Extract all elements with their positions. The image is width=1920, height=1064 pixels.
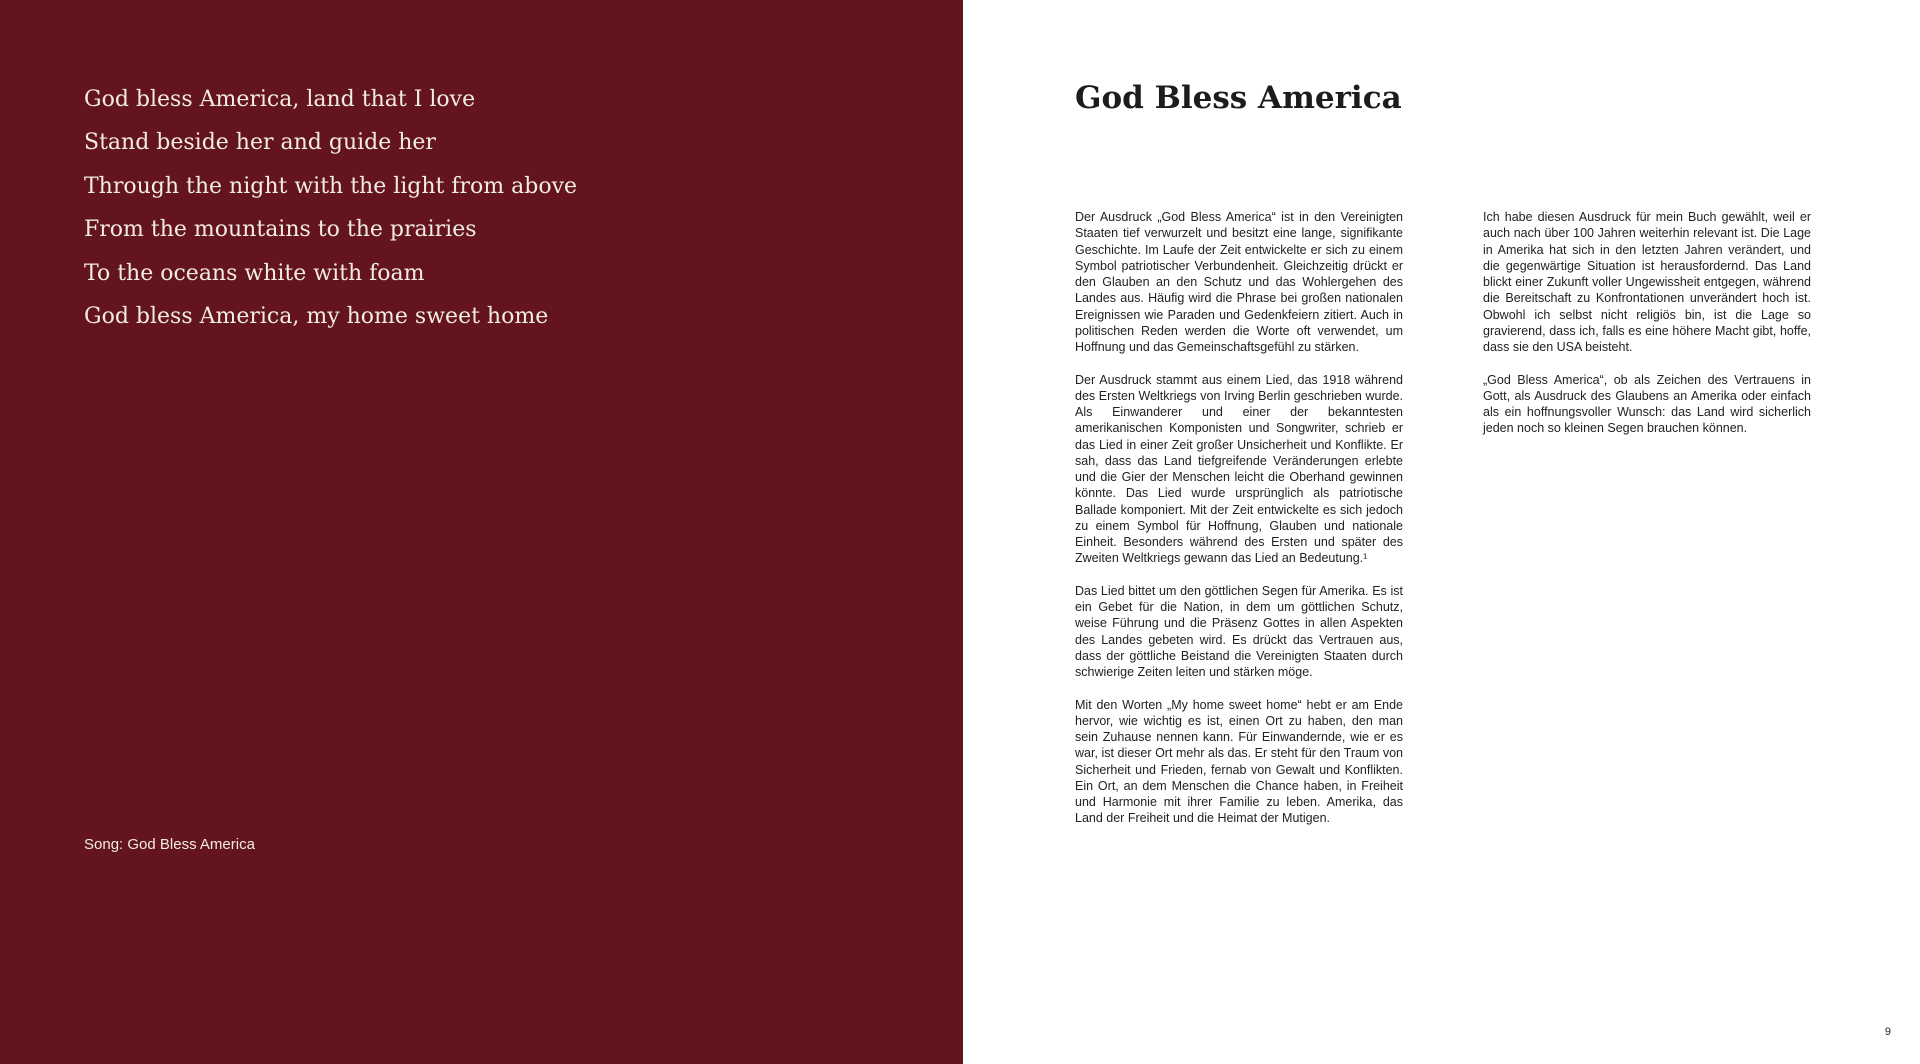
page-number: 9 xyxy=(1884,1026,1891,1038)
body-paragraph: Ich habe diesen Ausdruck für mein Buch gewählt, weil er auch nach über 100 Jahren weiterhin relevant ist. Die Lage in Amerika hat sich in den letzten Jahren verändert, und die gegenwärtige Situation ist herausfordernd. Das Land blickt einer Zukunft voller Ungewissheit entgegen, während die Bereitschaft zu Konfrontationen unverändert hoch ist. Obwohl ich selbst nicht religiös bin, ist die Lage so gravierend, dass ich, falls es eine höhere Macht gibt, hoffe, dass sie den USA beisteht. xyxy=(1483,210,1811,354)
lyric-line: God bless America, my home sweet home xyxy=(84,304,549,330)
body-paragraph: Der Ausdruck „God Bless America“ ist in den Vereinigten Staaten tief verwurzelt und besitzt eine lange, signifikante Geschichte. Im Laufe der Zeit entwickelte er sich zu einem Symbol patriotischer Verbundenheit. Gleichzeitig drückt er den Glauben an den Schutz und das Wohlergehen des Landes aus. Häufig wird die Phrase bei großen nationalen Ereignissen wie Paraden und Gedenkfeiern zitiert. Auch in politischen Reden werden die Worte oft verwendet, um Hoffnung und das Gemeinschaftsgefühl zu stärken. xyxy=(1075,210,1403,354)
lyric-line: God bless America, land that I love xyxy=(84,87,476,112)
body-paragraph: Mit den Worten „My home sweet home“ hebt er am Ende hervor, wie wichtig es ist, einen Ort zu haben, den man sein Zuhause nennen kann. Für Einwandernde, wie er es war, ist dieser Ort mehr als das. Er steht für den Traum von Sicherheit und Frieden, fernab von Gewalt und Konflikten. Ein Ort, an dem Menschen die Chance haben, in Freiheit und Harmonie mit ihrer Familie zu leben. Amerika, das Land der Freiheit und die Heimat der Mutigen. xyxy=(1075,697,1403,826)
lyric-line: To the oceans white with foam xyxy=(84,260,425,286)
lyric-line: Stand beside her and guide her xyxy=(84,130,436,156)
text-column-2 xyxy=(1483,209,1811,453)
lyric-line: From the mountains to the prairies xyxy=(84,217,477,243)
song-lyrics xyxy=(84,78,577,338)
right-page xyxy=(963,0,1920,1064)
body-paragraph: „God Bless America“, ob als Zeichen des Vertrauens in Gott, als Ausdruck des Glaubens an Amerika oder einfach als ein hoffnungsvoller Wunsch: das Land wird sicherlich jeden noch so kleinen Segen brauchen können. xyxy=(1483,372,1811,436)
page-title: God Bless America xyxy=(1075,80,1402,116)
body-paragraph: Der Ausdruck stammt aus einem Lied, das 1918 während des Ersten Weltkriegs von Irving Berlin geschrieben wurde. Als Einwanderer und einer der bekanntesten amerikanischen Komponisten und Songwriter, schrieb er das Lied in einer Zeit großer Unsicherheit und Konflikte. Er sah, dass das Land tiefgreifende Veränderungen erlebte und die Gier der Menschen leicht die Oberhand gewinnen könnte. Das Lied wurde ursprünglich als patriotische Ballade komponiert. Mit der Zeit entwickelte es sich jedoch zu einem Symbol für Hoffnung, Glauben und nationale Einheit. Besonders während des Ersten und später des Zweiten Weltkriegs gewann das Lied an Bedeutung.¹ xyxy=(1075,372,1403,566)
text-column-1 xyxy=(1075,209,1403,843)
lyric-line: Through the night with the light from above xyxy=(84,173,578,199)
song-caption: Song: God Bless America xyxy=(84,836,255,853)
body-paragraph: Das Lied bittet um den göttlichen Segen für Amerika. Es ist ein Gebet für die Nation, in dem um göttlichen Schutz, weise Führung und die Präsenz Gottes in allen Aspekten des Landes gebeten wird. Es drückt das Vertrauen aus, dass der göttliche Beistand die Vereinigten Staaten durch schwierige Zeiten leiten und stärken möge. xyxy=(1075,583,1403,679)
